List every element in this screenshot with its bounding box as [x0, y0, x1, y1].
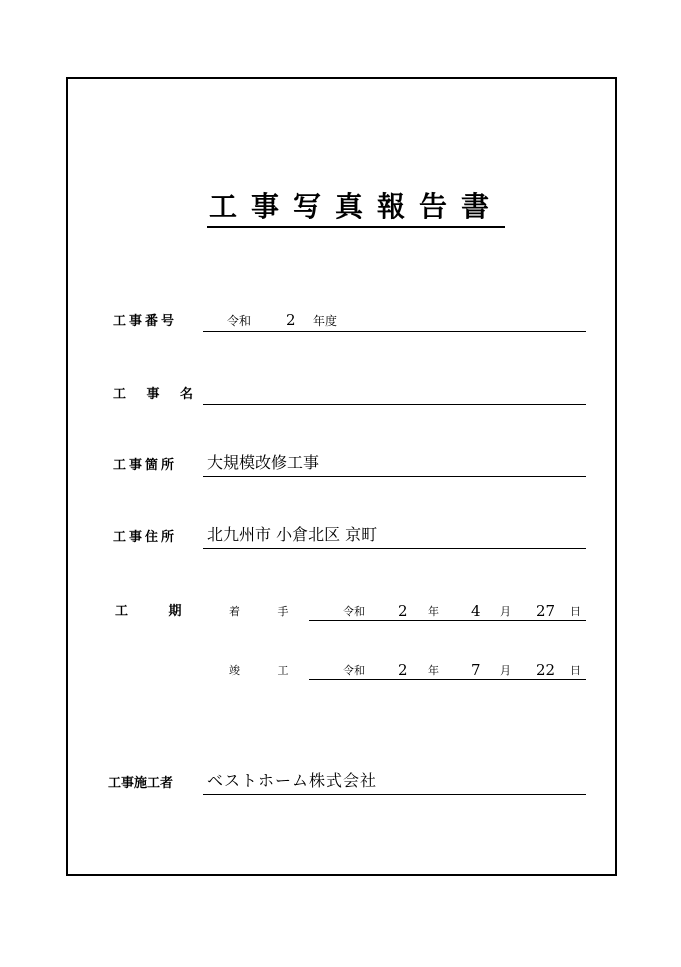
start-era: 令和	[343, 605, 365, 618]
name-label: 工 事 名	[113, 387, 202, 402]
start-label: 着 手	[229, 605, 289, 618]
address-value: 北九州市 小倉北区 京町	[207, 525, 378, 544]
name-underline	[203, 404, 586, 405]
contractor-value: ベストホーム株式会社	[207, 771, 378, 790]
end-year-unit: 年	[428, 664, 439, 677]
start-month: 4	[471, 602, 481, 620]
start-day-unit: 日	[570, 605, 581, 618]
end-year: 2	[398, 661, 408, 679]
end-era: 令和	[343, 664, 365, 677]
contractor-underline	[203, 794, 586, 795]
period-label: 工 期	[115, 604, 182, 619]
address-underline	[203, 548, 586, 549]
location-value: 大規模改修工事	[207, 453, 320, 472]
document-title: 工事写真報告書	[207, 190, 505, 228]
end-month: 7	[471, 661, 481, 679]
location-underline	[203, 476, 586, 477]
address-label: 工事住所	[113, 530, 178, 545]
end-month-unit: 月	[500, 664, 511, 677]
location-label: 工事箇所	[113, 458, 178, 473]
start-year: 2	[398, 602, 408, 620]
number-label: 工事番号	[113, 314, 178, 329]
end-underline	[309, 679, 586, 680]
start-year-unit: 年	[428, 605, 439, 618]
contractor-label: 工事施工者	[108, 776, 174, 791]
number-year: 2	[286, 311, 296, 329]
number-era: 令和	[227, 314, 252, 328]
number-underline	[203, 331, 586, 332]
end-label: 竣 工	[229, 664, 289, 677]
end-day-unit: 日	[570, 664, 581, 677]
end-day: 22	[536, 661, 556, 679]
number-suffix: 年度	[313, 314, 338, 328]
start-underline	[309, 620, 586, 621]
start-day: 27	[536, 602, 556, 620]
start-month-unit: 月	[500, 605, 511, 618]
